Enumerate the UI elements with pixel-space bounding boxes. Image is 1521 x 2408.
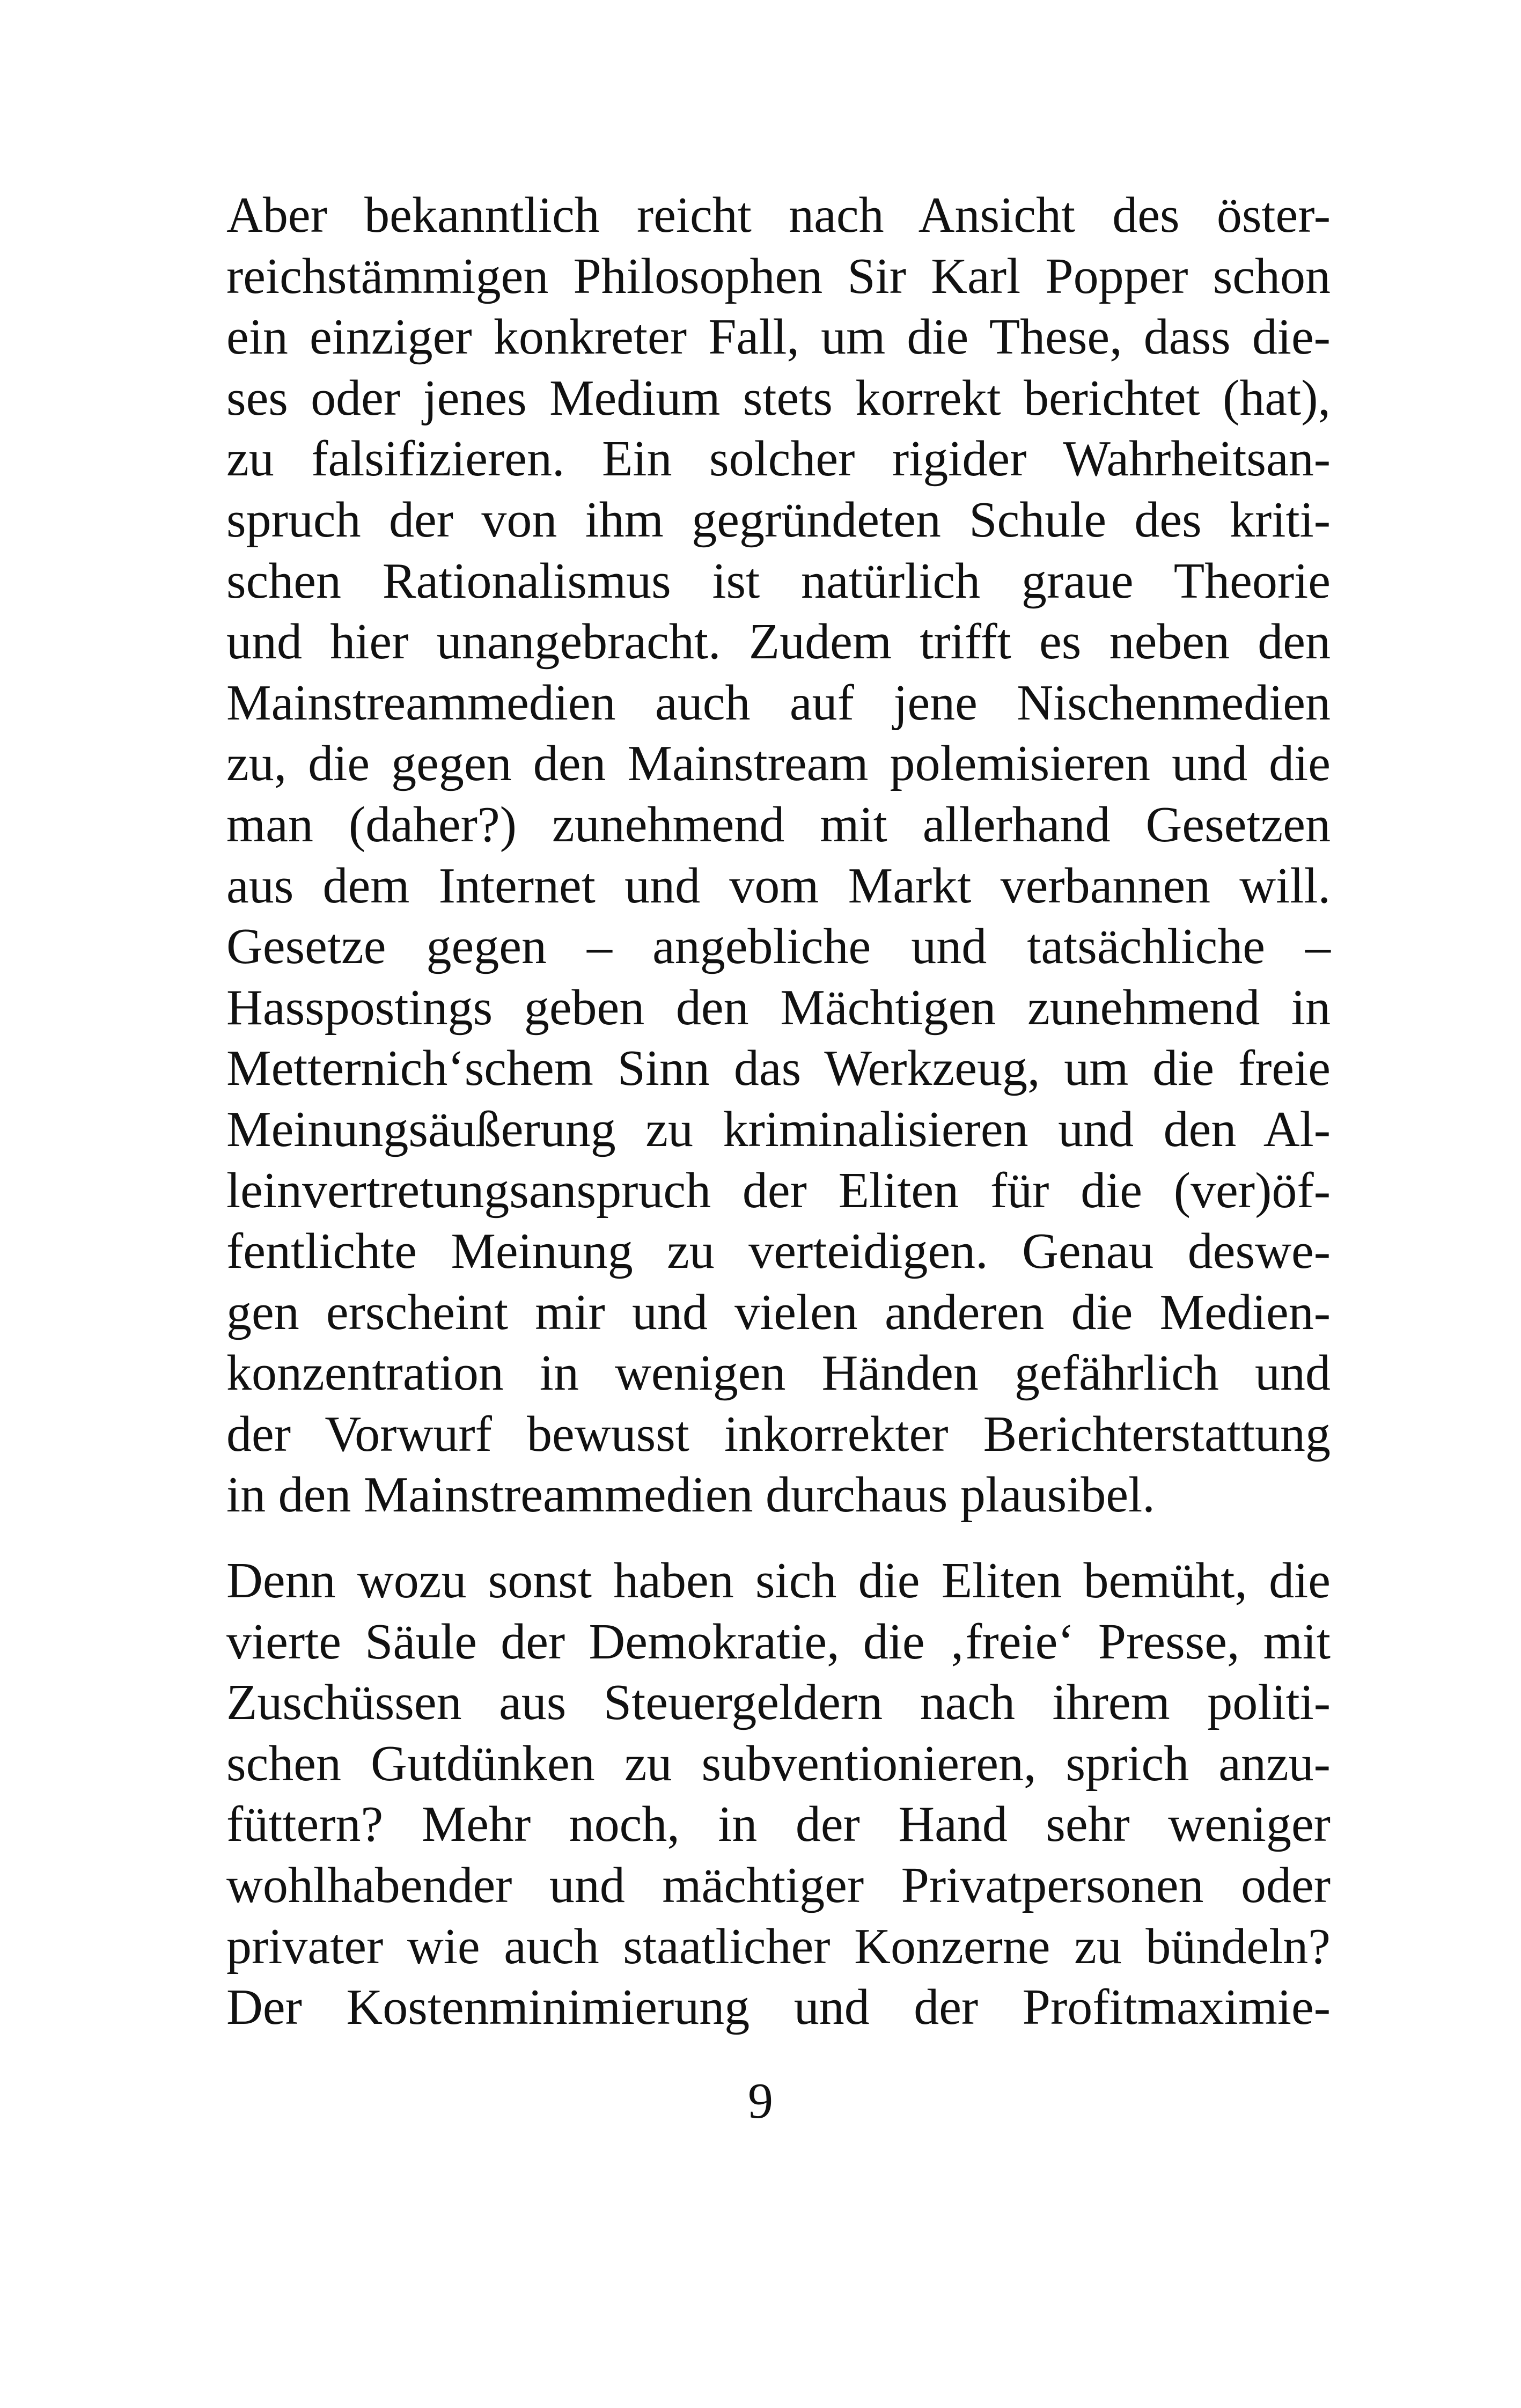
text-line: Mainstreammedien auch auf jene Nischenmedien	[226, 674, 1331, 731]
text-line: spruch der von ihm gegründeten Schule des kriti-	[226, 491, 1331, 548]
text-line: Meinungsäußerung zu kriminalisieren und den Al-	[226, 1101, 1331, 1157]
text-line: man (daher?) zunehmend mit allerhand Gesetzen	[226, 796, 1331, 853]
body-text	[226, 185, 1331, 2038]
text-line: leinvertretungsanspruch der Eliten für die (ver)öf-	[226, 1162, 1331, 1218]
text-line: Der Kostenminimierung und der Profitmaximie-	[226, 1979, 1331, 2036]
text-line: in den Mainstreammedien durchaus plausibel.	[226, 1467, 1155, 1523]
text-line: Gesetze gegen – angebliche und tatsächliche –	[226, 919, 1331, 975]
page-number: 9	[748, 2073, 773, 2129]
text-line: der Vorwurf bewusst inkorrekter Berichterstattung	[226, 1406, 1331, 1462]
text-line: Aber bekanntlich reicht nach Ansicht des öster-	[226, 187, 1331, 243]
text-line: Hasspostings geben den Mächtigen zunehmend in	[226, 979, 1331, 1036]
text-line: Denn wozu sonst haben sich die Eliten bemüht, die	[226, 1553, 1331, 1609]
text-line: ein einziger konkreter Fall, um die These, dass die-	[226, 309, 1331, 365]
text-line: reichstämmigen Philosophen Sir Karl Popper schon	[226, 248, 1331, 304]
text-line: füttern? Mehr noch, in der Hand sehr weniger	[226, 1796, 1331, 1853]
text-line: privater wie auch staatlicher Konzerne zu bündeln?	[226, 1918, 1331, 1974]
text-line: zu falsifizieren. Ein solcher rigider Wahrheitsan-	[226, 431, 1331, 487]
text-line: wohlhabender und mächtiger Privatpersonen oder	[226, 1858, 1331, 1914]
text-line: und hier unangebracht. Zudem trifft es neben den	[226, 614, 1331, 670]
paragraph-spacer	[226, 1526, 1331, 1551]
paragraph-1	[226, 185, 1331, 1526]
text-line: ses oder jenes Medium stets korrekt berichtet (hat),	[226, 370, 1331, 426]
text-line: konzentration in wenigen Händen gefährlich und	[226, 1345, 1331, 1401]
text-line: Metternich‘schem Sinn das Werkzeug, um die freie	[226, 1040, 1331, 1097]
text-line: gen erscheint mir und vielen anderen die Medien-	[226, 1284, 1331, 1340]
text-line: Zuschüssen aus Steuergeldern nach ihrem politi-	[226, 1675, 1331, 1731]
text-line: aus dem Internet und vom Markt verbannen will.	[226, 857, 1331, 914]
text-line: zu, die gegen den Mainstream polemisieren und die	[226, 736, 1331, 792]
text-line: vierte Säule der Demokratie, die ‚freie‘ Presse, mit	[226, 1613, 1331, 1670]
text-line: fentlichte Meinung zu verteidigen. Genau deswe-	[226, 1223, 1331, 1280]
paragraph-2	[226, 1551, 1331, 2038]
text-line: schen Gutdünken zu subventionieren, sprich anzu-	[226, 1735, 1331, 1792]
text-line: schen Rationalismus ist natürlich graue Theorie	[226, 553, 1331, 609]
